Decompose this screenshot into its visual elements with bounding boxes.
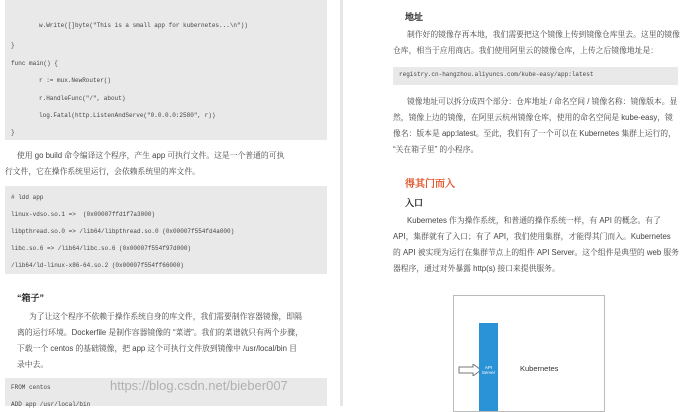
paragraph-line: 然，镜像上边的镜像，在阿里云杭州镜像仓库，使用的命名空间是 kube-easy，镜 bbox=[393, 113, 673, 122]
paragraph-box bbox=[17, 309, 337, 373]
heading-box: “箱子” bbox=[17, 293, 45, 303]
code-line: } bbox=[11, 42, 15, 49]
paragraph-address-parts bbox=[393, 94, 683, 158]
paragraph-line: 录中去。 bbox=[17, 360, 49, 369]
code-line: /lib64/ld-linux-x86-64.so.2 (0x00007f554ff66000) bbox=[11, 262, 184, 269]
heading-entry: 入口 bbox=[405, 198, 424, 208]
watermark: https://blog.csdn.net/bieber007 bbox=[110, 378, 288, 393]
right-page bbox=[343, 0, 683, 406]
registry-address-block bbox=[393, 67, 678, 85]
paragraph-line: “关在箱子里” 的小程序。 bbox=[393, 145, 479, 154]
paragraph-build bbox=[5, 148, 337, 180]
paragraph-line: 使用 go build 命令编译这个程序，产生 app 可执行文件。这是一个普通的可执 bbox=[17, 151, 285, 160]
code-block-ldd bbox=[5, 186, 327, 274]
code-line: r.HandleFunc("/", about) bbox=[39, 95, 126, 102]
paragraph-api bbox=[393, 213, 683, 277]
paragraph-line: 的 API 被实现为运行在集群节点上的组件 API Server。这个组件是典型的 web 服务 bbox=[393, 248, 679, 257]
left-page bbox=[0, 0, 340, 406]
code-line: } bbox=[11, 129, 15, 136]
code-line: # ldd app bbox=[11, 194, 44, 201]
paragraph-line: 离的运行环境。Dockerfile 是制作容器镜像的 “菜谱”。我们的菜谱就只有两个步骤， bbox=[17, 328, 303, 337]
paragraph-upload bbox=[393, 27, 683, 59]
kubernetes-label: Kubernetes bbox=[520, 364, 559, 373]
paragraph-line: 镜像地址可以拆分成四个部分：仓库地址 / 命名空间 / 镜像名称：镜像版本。显 bbox=[407, 97, 678, 106]
code-line: linux-vdso.so.1 => (0x00007ffd1f7a3000) bbox=[11, 211, 156, 218]
code-line: FROM centos bbox=[11, 384, 51, 391]
code-line: libc.so.6 => /lib64/libc.so.6 (0x00007f554f97d000) bbox=[11, 245, 192, 252]
code-block-go-app bbox=[5, 0, 327, 140]
registry-address: registry.cn-hangzhou.aliyuncs.com/kube-easy/app:latest bbox=[399, 71, 594, 78]
paragraph-line: 仓库，相当于应用商店。我们使用阿里云的镜像仓库，上传之后镜像地址是： bbox=[393, 46, 659, 55]
code-line: ADD app /usr/local/bin bbox=[11, 401, 91, 408]
api-server-box bbox=[479, 323, 498, 411]
paragraph-line: 器程序，通过对外暴露 http(s) 接口来提供服务。 bbox=[393, 264, 560, 273]
heading-address: 地址 bbox=[405, 12, 424, 22]
paragraph-line: 下载一个 centos 的基础镜像，把 app 这个可执行文件放到镜像中 /usr/local/bin 目 bbox=[17, 344, 297, 353]
code-line: func main() { bbox=[11, 60, 58, 67]
paragraph-line: 为了让这个程序不依赖于操作系统自身的库文件，我们需要制作容器镜像，即隔 bbox=[29, 312, 302, 321]
section-title: 得其门而入 bbox=[405, 179, 455, 190]
api-server-label: API Server bbox=[481, 365, 496, 375]
paragraph-line: 制作好的镜像存再本地，我们需要把这个镜像上传到镜像仓库里去。这里的镜像 bbox=[407, 30, 680, 39]
code-line: r := mux.NewRouter() bbox=[39, 77, 112, 84]
code-line: libpthread.so.0 => /lib64/libpthread.so.0 (0x00007f554fd4a000) bbox=[11, 228, 235, 235]
paragraph-line: 像名：版本是 app:latest。至此，我们有了一个可以在 Kubernetes 集群上运行的， bbox=[393, 129, 676, 138]
paragraph-line: 行文件，它在操作系统里运行，会依赖系统里的库文件。 bbox=[5, 167, 200, 176]
code-line: w.Write([]byte("This is a small app for kubernetes...\n")) bbox=[39, 22, 248, 29]
paragraph-line: API，集群就有了入口；有了 API，我们使用集群，才能得其门而入。Kubernetes bbox=[393, 232, 671, 241]
code-line: log.Fatal(http.ListenAndServe("0.0.0.0:2580", r)) bbox=[39, 112, 216, 119]
paragraph-line: Kubernetes 作为操作系统，和普通的操作系统一样，有 API 的概念。有了 bbox=[407, 216, 661, 225]
kubernetes-diagram bbox=[453, 295, 605, 412]
